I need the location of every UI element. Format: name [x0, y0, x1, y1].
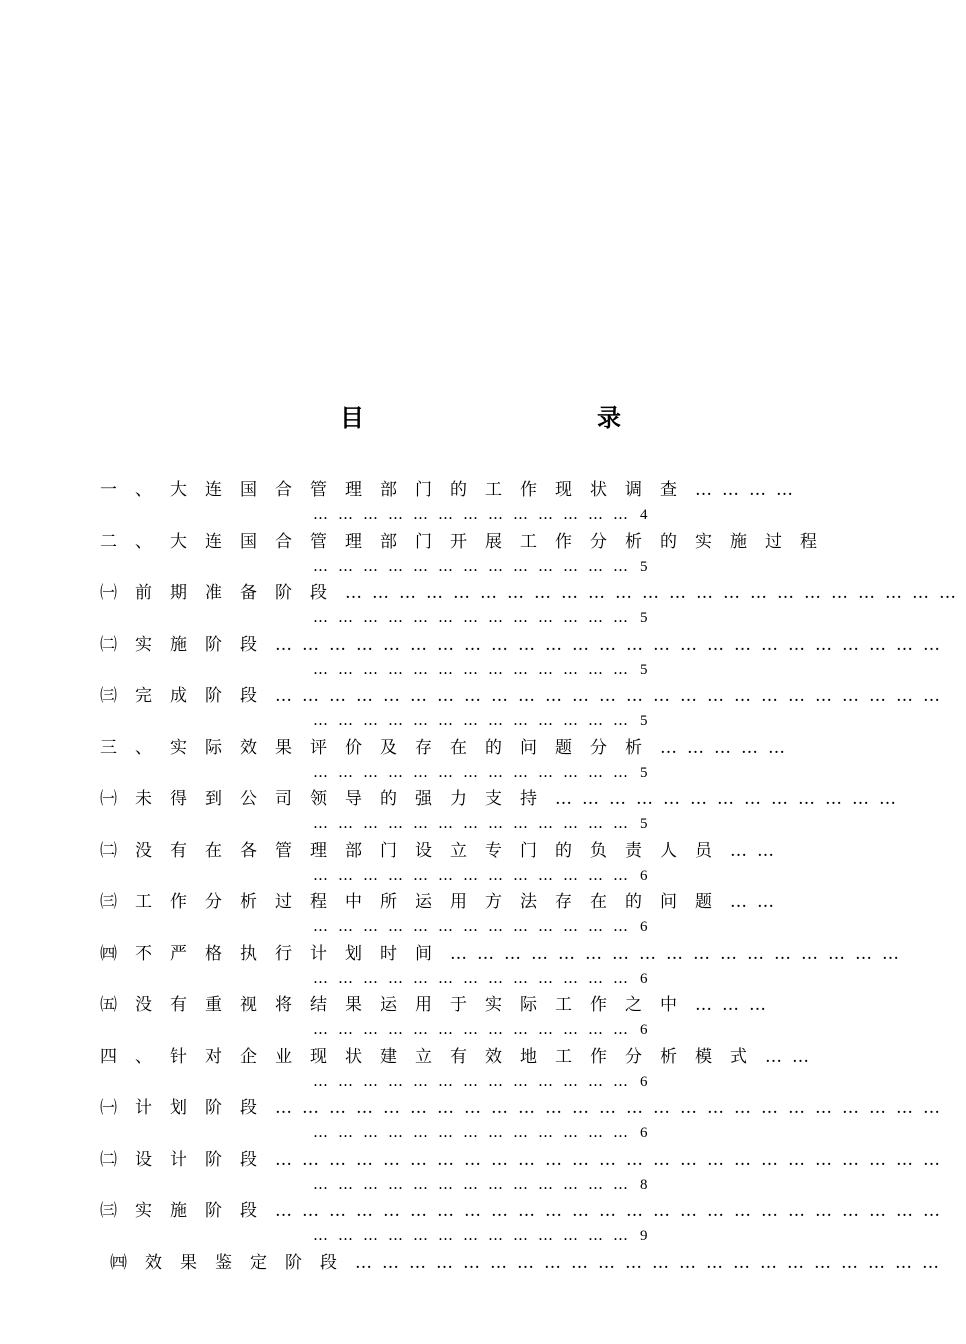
toc-entry-page-number: 6: [640, 867, 648, 884]
toc-entry-label: ㈣不严格执行计划时间: [100, 943, 450, 964]
toc-entry-page-number: 6: [640, 970, 648, 987]
toc-entry[interactable]: [100, 1144, 950, 1196]
toc-entry-page-number: 6: [640, 1073, 648, 1090]
toc-entry[interactable]: [100, 1041, 860, 1093]
toc-entry-leader: …………………………………………………………………: [275, 1149, 950, 1170]
toc-entry-leader: ……: [765, 1046, 819, 1067]
toc-entry-label: ㈢实施阶段: [100, 1201, 275, 1221]
table-of-contents: [100, 474, 966, 1298]
toc-entry-dots: …………………………………: [313, 556, 638, 575]
toc-entry-page-number: 9: [640, 1228, 648, 1244]
toc-entry-dots: …………………………………: [313, 1174, 638, 1193]
toc-entry-label: ㈡设计阶段: [100, 1149, 275, 1170]
toc-entry[interactable]: [100, 886, 860, 938]
toc-entry-leader: …………………………………………………………………: [275, 1201, 950, 1221]
toc-entry-label: 二、大连国合管理部门开展工作分析的实施过程: [100, 531, 835, 552]
toc-entry-leader: …………………………………………………………: [355, 1252, 949, 1273]
toc-entry-leader: ……: [730, 892, 784, 912]
toc-entry-dots: …………………………………: [313, 608, 638, 626]
toc-entry-dots: …………………………………: [313, 968, 638, 987]
toc-entry-page-number: 5: [640, 764, 648, 781]
toc-entry[interactable]: [100, 680, 950, 732]
toc-entry-page-number: 6: [640, 1125, 648, 1141]
toc-entry-dots: …………………………………: [313, 917, 638, 935]
toc-entry-label: 三、实际效果评价及存在的问题分析: [100, 737, 660, 758]
toc-entry-leader: …………: [695, 480, 803, 500]
toc-entry-leader: …………………………………………………………………: [275, 634, 950, 655]
toc-entry-leader: ……………………………………………………………: [345, 583, 966, 603]
toc-entry-page-number: 5: [640, 816, 648, 832]
toc-entry-dots: …………………………………: [313, 762, 638, 781]
toc-entry-label: ㈢完成阶段: [100, 686, 275, 706]
toc-entry-page-number: 6: [640, 919, 648, 935]
toc-entry-page-number: 6: [640, 1022, 648, 1038]
toc-entry[interactable]: [100, 1247, 949, 1299]
toc-entry-dots: …………………………………: [313, 865, 638, 884]
toc-entry-leader: ……: [730, 840, 784, 861]
toc-entry[interactable]: [100, 1195, 950, 1247]
toc-entry-label: 一、大连国合管理部门的工作现状调查: [100, 480, 695, 500]
toc-entry[interactable]: [100, 474, 860, 526]
toc-entry-dots: …………………………………: [313, 814, 638, 832]
toc-entry-dots: …………………………………: [313, 1123, 638, 1141]
toc-entry-label: ㈠计划阶段: [100, 1098, 275, 1118]
toc-entry-page-number: 8: [640, 1176, 648, 1193]
toc-entry-leader: ……………………………………………: [450, 943, 909, 964]
toc-entry[interactable]: [100, 1092, 950, 1144]
toc-entry[interactable]: [100, 783, 906, 835]
toc-entry-dots: …………………………………: [313, 659, 638, 678]
toc-entry[interactable]: [100, 732, 860, 784]
toc-entry[interactable]: [100, 577, 966, 629]
toc-heading: [0, 392, 950, 436]
toc-entry-label: ㈠前期准备阶段: [100, 583, 345, 603]
toc-entry-leader: …………………………………………………………………: [275, 686, 950, 706]
toc-entry-dots: …………………………………: [313, 1226, 638, 1244]
toc-entry[interactable]: [100, 526, 860, 578]
toc-entry-label: 四、针对企业现状建立有效地工作分析模式: [100, 1046, 765, 1067]
toc-entry-dots: …………………………………: [313, 505, 638, 523]
toc-entry-leader: …………………………………: [555, 789, 906, 809]
toc-heading-char-2: 录: [597, 404, 621, 432]
toc-entry[interactable]: [100, 629, 950, 681]
toc-entry-page-number: 5: [640, 610, 648, 626]
toc-entry-page-number: 4: [640, 507, 648, 523]
toc-entry-label: ㈢工作分析过程中所运用方法存在的问题: [100, 892, 730, 912]
toc-entry-label: ㈤没有重视将结果运用于实际工作之中: [100, 995, 695, 1015]
toc-entry-page-number: 5: [640, 558, 648, 575]
toc-entry-page-number: 5: [640, 661, 648, 678]
toc-entry-leader: ……………: [660, 737, 795, 758]
toc-entry-leader: …………………………………………………………………: [275, 1098, 950, 1118]
toc-entry-label: ㈡没有在各管理部门设立专门的负责人员: [100, 840, 730, 861]
toc-entry[interactable]: [100, 938, 909, 990]
toc-entry[interactable]: [100, 989, 860, 1041]
toc-entry[interactable]: [100, 835, 860, 887]
toc-entry-label: ㈡实施阶段: [100, 634, 275, 655]
toc-entry-label: ㈣效果鉴定阶段: [110, 1252, 355, 1273]
toc-entry-dots: …………………………………: [313, 1020, 638, 1038]
toc-entry-label: ㈠未得到公司领导的强力支持: [100, 789, 555, 809]
toc-heading-char-1: 目: [340, 404, 364, 432]
toc-entry-dots: …………………………………: [313, 1071, 638, 1090]
toc-entry-leader: ………: [695, 995, 776, 1015]
toc-entry-dots: …………………………………: [313, 711, 638, 729]
toc-entry-page-number: 5: [640, 713, 648, 729]
